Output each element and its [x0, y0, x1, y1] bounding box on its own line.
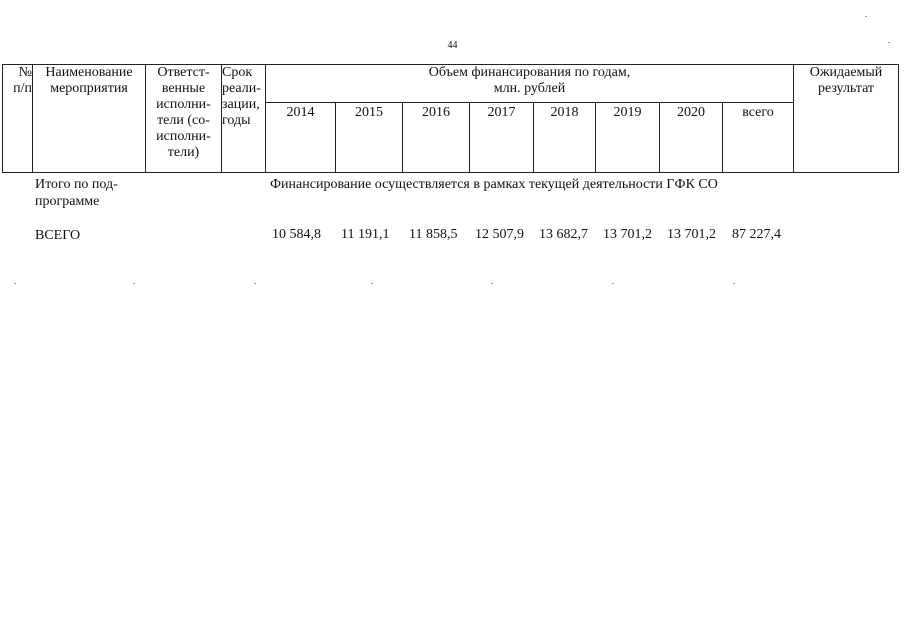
total-value: 13 682,7 — [539, 227, 588, 242]
scan-speck — [888, 42, 890, 43]
subtotal-label: Итого по под- программе — [35, 177, 118, 209]
scan-speck — [371, 283, 373, 284]
total-label: ВСЕГО — [35, 228, 81, 243]
header-year: 2016 — [403, 103, 470, 173]
total-value: 87 227,4 — [732, 227, 781, 242]
header-responsible: Ответст- венные исполни- тели (со- исполни- тели) — [146, 65, 222, 173]
scan-speck — [491, 283, 493, 284]
scan-speck — [612, 283, 614, 284]
header-year: 2014 — [266, 103, 336, 173]
scan-speck — [133, 283, 135, 284]
header-term: Срок реали- зации, годы — [222, 65, 266, 173]
funding-table-header — [2, 64, 899, 173]
header-year: 2018 — [534, 103, 596, 173]
header-year: 2015 — [336, 103, 403, 173]
page-number: 44 — [447, 40, 458, 51]
header-year: 2017 — [470, 103, 534, 173]
scan-speck — [865, 16, 867, 17]
header-year: 2019 — [596, 103, 660, 173]
scan-speck — [733, 283, 735, 284]
total-value: 12 507,9 — [475, 227, 524, 242]
total-value: 11 191,1 — [341, 227, 390, 242]
subtotal-note: Финансирование осуществляется в рамках текущей деятельности ГФК СО — [270, 177, 718, 192]
header-number: № п/п — [3, 65, 33, 173]
total-value: 13 701,2 — [667, 227, 716, 242]
scan-speck — [14, 283, 16, 284]
header-result: Ожидаемый результат — [794, 65, 899, 173]
total-value: 10 584,8 — [272, 227, 321, 242]
header-year: 2020 — [660, 103, 723, 173]
scan-speck — [254, 283, 256, 284]
header-funding: Объем финансирования по годам, млн. рублей — [266, 65, 794, 103]
total-value: 11 858,5 — [409, 227, 458, 242]
header-year-total: всего — [723, 103, 794, 173]
total-value: 13 701,2 — [603, 227, 652, 242]
header-name: Наименование мероприятия — [33, 65, 146, 173]
